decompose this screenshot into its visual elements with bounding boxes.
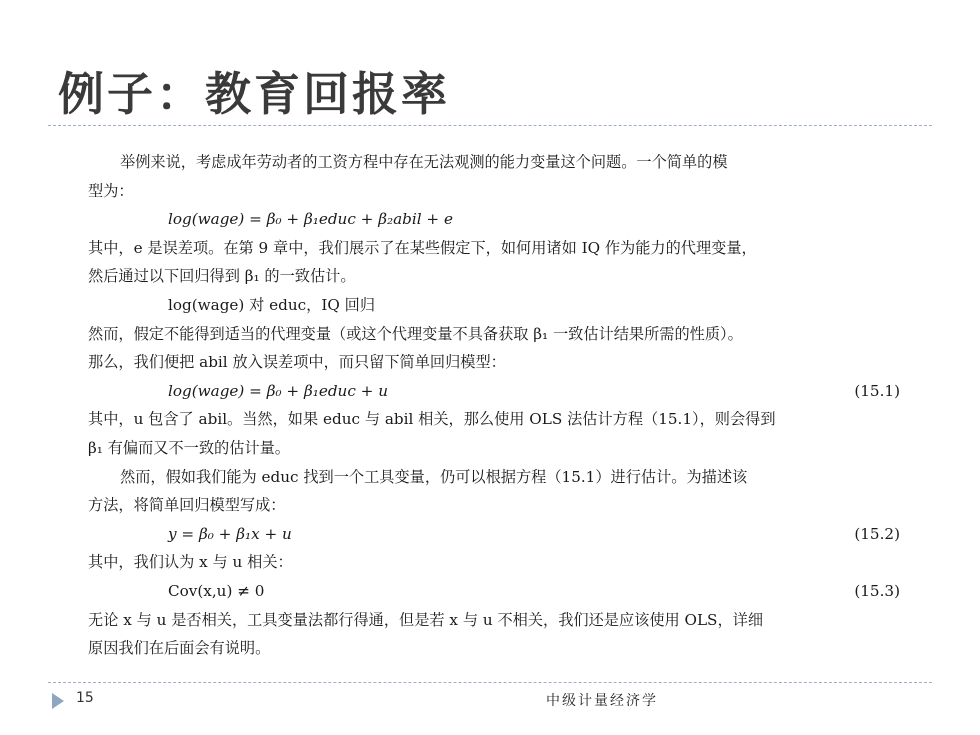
equation-15-1	[88, 377, 900, 406]
paragraph-line: 方法，将简单回归模型写成：	[88, 496, 286, 515]
equation-15-3	[88, 577, 900, 606]
triangle-bullet-icon	[52, 693, 64, 709]
paragraph-line: 原因我们在后面会有说明。	[88, 639, 271, 658]
equation-text: y = β₀ + β₁x + u	[168, 524, 292, 543]
title-divider	[48, 125, 932, 126]
equation-15-2	[88, 520, 900, 549]
text-body	[88, 148, 900, 663]
page-title: 例子：教育回报率	[58, 67, 450, 121]
paragraph-line: 无论 x 与 u 是否相关，工具变量法都行得通，但是若 x 与 u 不相关，我们还是应该使用 OLS，详细	[88, 610, 764, 629]
equation-number: (15.1)	[854, 381, 900, 400]
equation-text: log(wage) = β₀ + β₁educ + u	[168, 381, 388, 400]
page-number: 15	[76, 690, 94, 706]
equation-regression: log(wage) 对 educ，IQ 回归	[168, 295, 376, 314]
paragraph-line: 型为：	[88, 181, 134, 200]
paragraph-line: β₁ 有偏而又不一致的估计量。	[88, 438, 290, 457]
footer-divider	[48, 682, 932, 683]
paragraph-line: 其中，我们认为 x 与 u 相关：	[88, 553, 293, 572]
equation-model: log(wage) = β₀ + β₁educ + β₂abil + e	[168, 210, 453, 229]
paragraph-line: 然而，假定不能得到适当的代理变量（或这个代理变量不具备获取 β₁ 一致估计结果所需的性质）。	[88, 324, 743, 343]
paragraph-line: 然而，假如我们能为 educ 找到一个工具变量，仍可以根据方程（15.1）进行估计。为描述该	[120, 467, 748, 486]
equation-number: (15.3)	[854, 581, 900, 600]
course-name: 中级计量经济学	[546, 693, 658, 709]
paragraph-line: 那么，我们便把 abil 放入误差项中，而只留下简单回归模型：	[88, 353, 506, 372]
paragraph-line: 其中，u 包含了 abil。当然，如果 educ 与 abil 相关，那么使用 OLS 法估计方程（15.1），则会得到	[88, 410, 776, 429]
paragraph-line: 然后通过以下回归得到 β₁ 的一致估计。	[88, 267, 356, 286]
equation-number: (15.2)	[854, 524, 900, 543]
paragraph-line: 其中，e 是误差项。在第 9 章中，我们展示了在某些假定下，如何用诸如 IQ 作为能力的代理变量，	[88, 238, 757, 257]
equation-text: Cov(x,u) ≠ 0	[168, 581, 265, 600]
paragraph-line: 举例来说，考虑成年劳动者的工资方程中存在无法观测的能力变量这个问题。一个简单的模	[120, 153, 728, 171]
